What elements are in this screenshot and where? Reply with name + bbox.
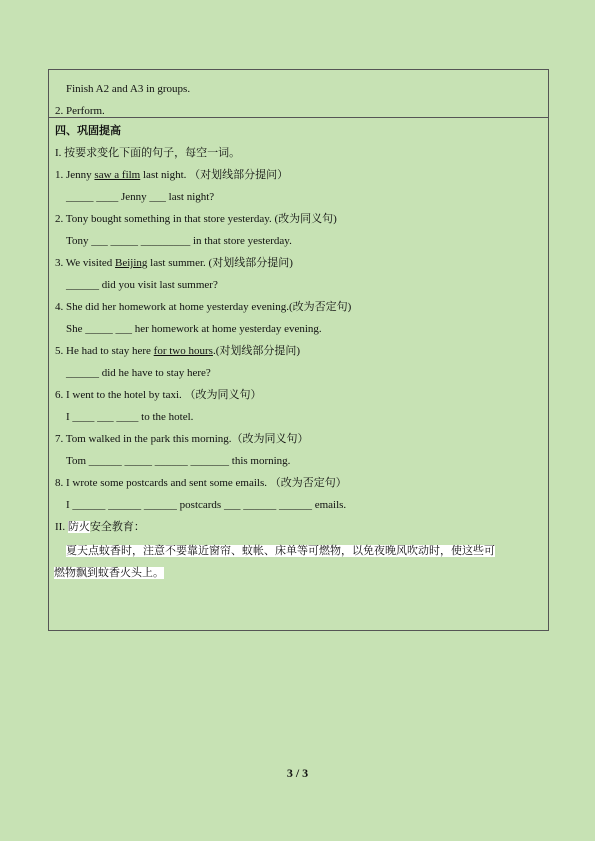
question-8: 8. I wrote some postcards and sent some emails. （改为否定句） <box>55 477 347 489</box>
page-number: 3 / 3 <box>286 766 309 780</box>
underlined-phrase: Beijing <box>115 257 148 269</box>
answer-1: _____ ____ Jenny ___ last night? <box>66 191 215 203</box>
underlined-phrase: saw a film <box>94 169 141 181</box>
question-4: 4. She did her homework at home yesterday evening.(改为否定句) <box>55 301 352 313</box>
question-1: 1. Jenny saw a film last night. （对划线部分提问） <box>55 169 289 181</box>
content-table <box>48 69 549 631</box>
underlined-phrase: for two hours <box>153 345 213 357</box>
fire-safety-tip <box>54 540 540 584</box>
tip-line: 夏天点蚊香时，注意不要靠近窗帘、蚊帐、床单等可燃物，以免夜晚风吹动时，使这些可 <box>66 545 495 557</box>
section-heading: 四、巩固提高 <box>55 125 121 137</box>
answer-2: Tony ___ _____ _________ in that store yesterday. <box>66 235 292 247</box>
highlighted-word: 防火 <box>67 521 90 533</box>
table-row-exercises <box>49 118 548 630</box>
part2-title: II. 防火安全教育： <box>55 521 145 533</box>
answer-5: ______ did he have to stay here? <box>66 367 211 379</box>
question-7: 7. Tom walked in the park this morning.（改为同义句） <box>55 433 309 445</box>
table-row-tasks <box>49 70 548 118</box>
part1-title: I. 按要求变化下面的句子，每空一词。 <box>55 147 241 159</box>
question-5: 5. He had to stay here for two hours.(对划线部分提问) <box>55 345 301 357</box>
tip-line: 燃物飘到蚊香火头上。 <box>54 567 164 579</box>
task-line: 2. Perform. <box>55 105 105 117</box>
question-2: 2. Tony bought something in that store yesterday. (改为同义句) <box>55 213 337 225</box>
answer-6: I ____ ___ ____ to the hotel. <box>66 411 194 423</box>
answer-4: She _____ ___ her homework at home yesterday evening. <box>66 323 322 335</box>
task-line: Finish A2 and A3 in groups. <box>66 83 191 95</box>
question-3: 3. We visited Beijing last summer. (对划线部分提问) <box>55 257 293 269</box>
question-6: 6. I went to the hotel by taxi. （改为同义句） <box>55 389 262 401</box>
answer-3: ______ did you visit last summer? <box>66 279 218 291</box>
answer-7: Tom ______ _____ ______ _______ this morning. <box>66 455 291 467</box>
answer-8: I ______ ______ ______ postcards ___ ______ ______ emails. <box>66 499 347 511</box>
